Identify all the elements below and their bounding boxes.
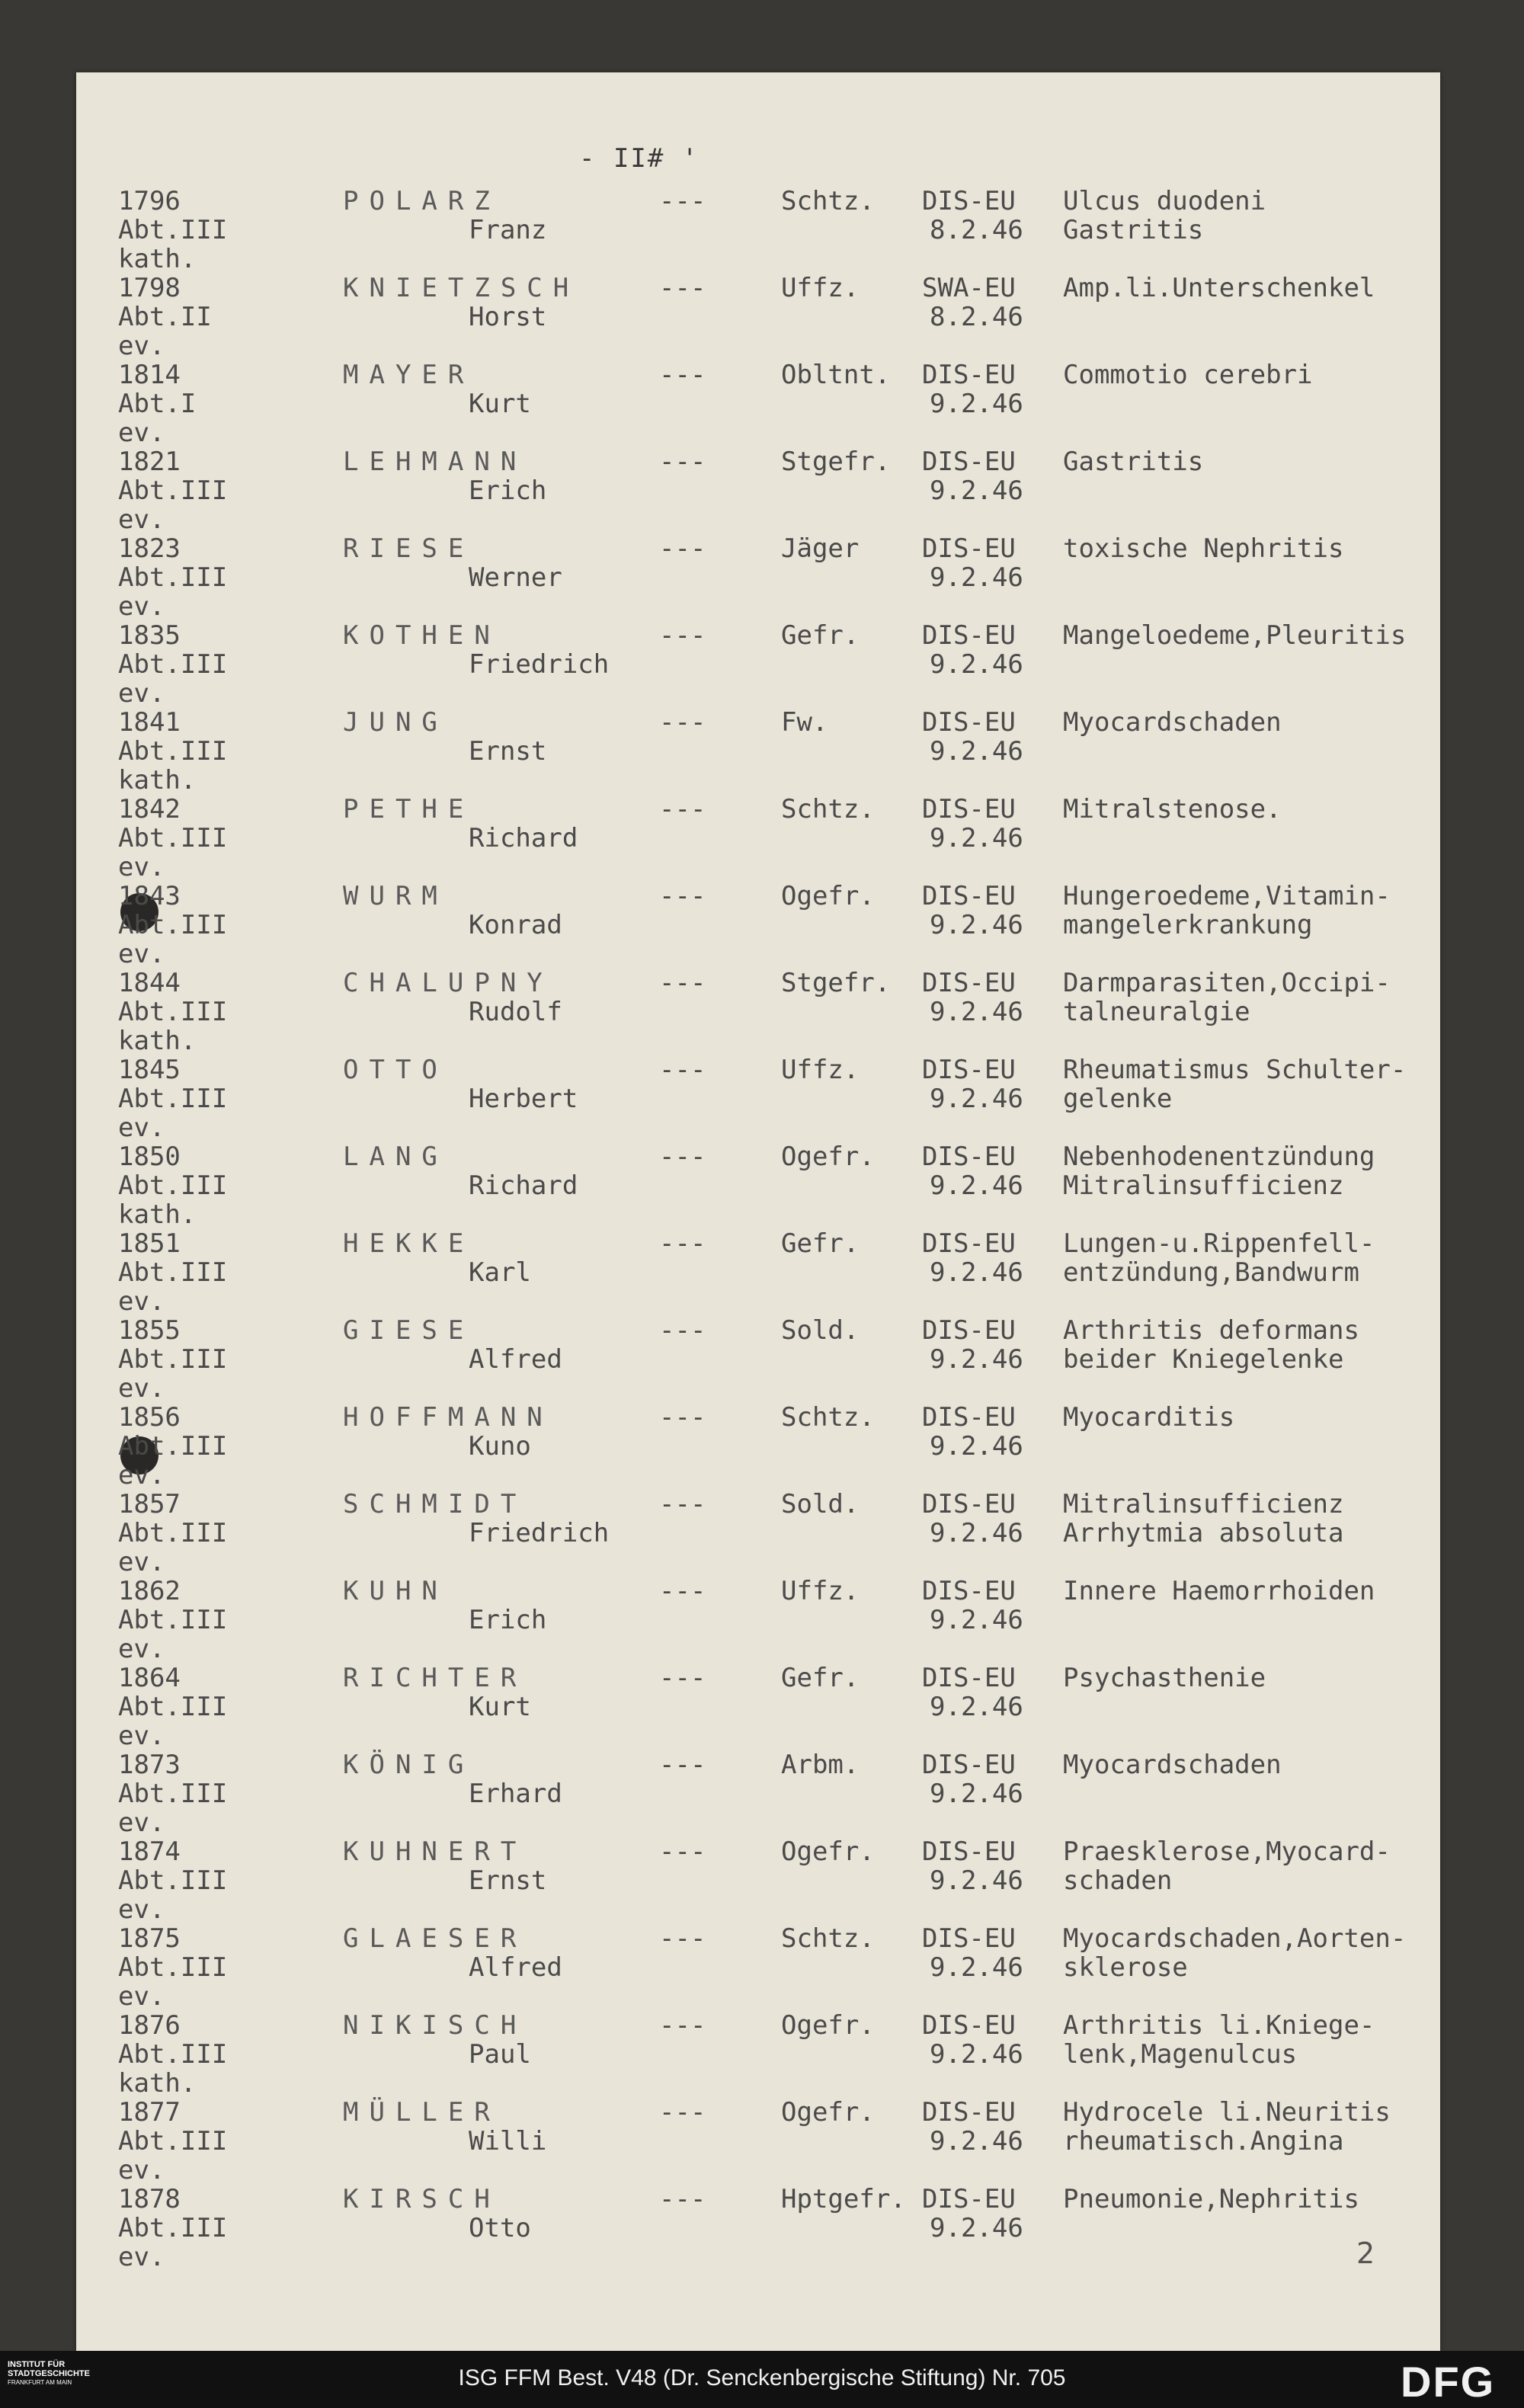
entry-rank: Hptgefr. — [781, 2184, 906, 2214]
entry-dash: --- — [659, 1663, 706, 1693]
entry-diagnosis-line1: Hungeroedeme,Vitamin- — [1063, 881, 1391, 911]
entry-first-name: Erhard — [469, 1779, 562, 1809]
entry-surname: KUHN — [343, 1576, 448, 1606]
entry-dash: --- — [659, 968, 706, 998]
entry-date: 9.2.46 — [930, 2039, 1023, 2070]
entry-disposition: DIS-EU — [922, 707, 1016, 738]
entry-date: 9.2.46 — [930, 2126, 1023, 2157]
entry-number: 1862 — [118, 1576, 181, 1606]
entry-diagnosis-line2: mangelerkrankung — [1063, 910, 1313, 940]
entry-surname: OTTO — [343, 1055, 448, 1085]
entry-dash: --- — [659, 2010, 706, 2041]
entry-diagnosis-line1: Mitralinsufficienz — [1063, 1489, 1344, 1519]
entry-department: Abt.III — [118, 2213, 228, 2243]
entry-religion: ev. — [118, 1286, 165, 1317]
entry-row — [0, 882, 1524, 969]
entry-religion: ev. — [118, 852, 165, 882]
entry-surname: POLARZ — [343, 186, 501, 216]
entry-department: Abt.III — [118, 910, 228, 940]
entry-dash: --- — [659, 1576, 706, 1606]
entry-dash: --- — [659, 1489, 706, 1519]
entry-diagnosis-line1: Innere Haemorrhoiden — [1063, 1576, 1375, 1606]
entry-row — [0, 1664, 1524, 1750]
entry-dash: --- — [659, 360, 706, 390]
entry-rank: Schtz. — [781, 1402, 875, 1433]
entry-first-name: Friedrich — [469, 649, 610, 680]
entry-number: 1856 — [118, 1402, 181, 1433]
entry-diagnosis-line1: toxische Nephritis — [1063, 533, 1344, 564]
entry-rank: Sold. — [781, 1315, 860, 1346]
entry-first-name: Alfred — [469, 1344, 562, 1375]
entry-number: 1798 — [118, 273, 181, 303]
entry-first-name: Herbert — [469, 1084, 578, 1114]
entry-first-name: Werner — [469, 562, 562, 593]
entry-department: Abt.III — [118, 1865, 228, 1896]
entry-surname: NIKISCH — [343, 2010, 527, 2041]
entry-number: 1877 — [118, 2097, 181, 2128]
entry-dash: --- — [659, 1402, 706, 1433]
entry-rank: Arbm. — [781, 1750, 860, 1780]
entry-department: Abt.III — [118, 997, 228, 1027]
entry-first-name: Otto — [469, 2213, 531, 2243]
entry-dash: --- — [659, 1836, 706, 1867]
entry-diagnosis-line2: entzündung,Bandwurm — [1063, 1257, 1359, 1288]
entry-row — [0, 1490, 1524, 1577]
entry-diagnosis-line1: Amp.li.Unterschenkel — [1063, 273, 1375, 303]
entry-diagnosis-line2: Gastritis — [1063, 215, 1204, 245]
entry-disposition: DIS-EU — [922, 1489, 1016, 1519]
entry-dash: --- — [659, 620, 706, 651]
entry-number: 1850 — [118, 1142, 181, 1172]
entry-department: Abt.III — [118, 736, 228, 767]
entry-diagnosis-line1: Mangeloedeme,Pleuritis — [1063, 620, 1407, 651]
entry-department: Abt.III — [118, 1344, 228, 1375]
entry-department: Abt.III — [118, 1431, 228, 1462]
entry-first-name: Richard — [469, 823, 578, 853]
entry-date: 9.2.46 — [930, 1170, 1023, 1201]
entry-number: 1821 — [118, 447, 181, 477]
entry-rank: Gefr. — [781, 1663, 860, 1693]
entry-dash: --- — [659, 707, 706, 738]
entry-number: 1814 — [118, 360, 181, 390]
entry-surname: KOTHEN — [343, 620, 501, 651]
entry-religion: ev. — [118, 678, 165, 709]
entry-date: 9.2.46 — [930, 736, 1023, 767]
entry-rank: Uffz. — [781, 273, 860, 303]
entry-disposition: DIS-EU — [922, 1228, 1016, 1259]
entry-date: 9.2.46 — [930, 389, 1023, 419]
entry-number: 1875 — [118, 1923, 181, 1954]
entry-surname: LEHMANN — [343, 447, 527, 477]
entry-rank: Schtz. — [781, 794, 875, 825]
entry-first-name: Richard — [469, 1170, 578, 1201]
entry-diagnosis-line2: gelenke — [1063, 1084, 1173, 1114]
page-header: - II# ' — [579, 143, 700, 174]
entry-date: 9.2.46 — [930, 823, 1023, 853]
entry-diagnosis-line1: Psychasthenie — [1063, 1663, 1266, 1693]
entry-dash: --- — [659, 794, 706, 825]
entry-religion: ev. — [118, 1547, 165, 1577]
entry-disposition: DIS-EU — [922, 1923, 1016, 1954]
entry-religion: ev. — [118, 2155, 165, 2185]
entry-first-name: Rudolf — [469, 997, 562, 1027]
entry-religion: ev. — [118, 939, 165, 969]
entry-number: 1873 — [118, 1750, 181, 1780]
entry-number: 1857 — [118, 1489, 181, 1519]
entry-disposition: DIS-EU — [922, 968, 1016, 998]
entry-diagnosis-line1: Nebenhodenentzündung — [1063, 1142, 1375, 1172]
entry-dash: --- — [659, 273, 706, 303]
entry-row — [0, 534, 1524, 621]
entry-row — [0, 621, 1524, 708]
entry-number: 1796 — [118, 186, 181, 216]
entry-surname: KUHNERT — [343, 1836, 527, 1867]
entry-number: 1876 — [118, 2010, 181, 2041]
entry-diagnosis-line1: Myocardschaden — [1063, 707, 1282, 738]
entry-disposition: DIS-EU — [922, 620, 1016, 651]
entry-surname: HEKKE — [343, 1228, 475, 1259]
entry-disposition: DIS-EU — [922, 2184, 1016, 2214]
entry-rank: Ogefr. — [781, 2097, 875, 2128]
entry-disposition: DIS-EU — [922, 1315, 1016, 1346]
entry-diagnosis-line2: sklerose — [1063, 1952, 1188, 1983]
entry-diagnosis-line1: Praesklerose,Myocard- — [1063, 1836, 1391, 1867]
entry-religion: kath. — [118, 2068, 197, 2099]
entry-disposition: DIS-EU — [922, 2097, 1016, 2128]
entry-rank: Obltnt. — [781, 360, 891, 390]
entry-dash: --- — [659, 1923, 706, 1954]
entry-number: 1843 — [118, 881, 181, 911]
entry-diagnosis-line1: Myocardschaden — [1063, 1750, 1282, 1780]
entry-disposition: DIS-EU — [922, 186, 1016, 216]
entry-dash: --- — [659, 1055, 706, 1085]
entry-department: Abt.III — [118, 1518, 228, 1548]
entry-number: 1841 — [118, 707, 181, 738]
entry-department: Abt.III — [118, 476, 228, 506]
entry-department: Abt.III — [118, 823, 228, 853]
entry-surname: SCHMIDT — [343, 1489, 527, 1519]
entry-department: Abt.III — [118, 2039, 228, 2070]
entry-religion: ev. — [118, 1113, 165, 1143]
entry-religion: kath. — [118, 1199, 197, 1230]
entry-disposition: DIS-EU — [922, 360, 1016, 390]
page-number-mark: 2 — [1356, 2237, 1375, 2270]
entry-row — [0, 447, 1524, 534]
entry-row — [0, 2185, 1524, 2272]
entry-diagnosis-line1: Pneumonie,Nephritis — [1063, 2184, 1359, 2214]
entry-dash: --- — [659, 2184, 706, 2214]
entry-surname: RIESE — [343, 533, 475, 564]
entry-religion: ev. — [118, 1634, 165, 1664]
entry-dash: --- — [659, 1315, 706, 1346]
entry-rank: Jäger — [781, 533, 860, 564]
entry-disposition: DIS-EU — [922, 2010, 1016, 2041]
entry-rank: Fw. — [781, 707, 828, 738]
entry-surname: HOFFMANN — [343, 1402, 553, 1433]
entry-department: Abt.III — [118, 562, 228, 593]
entry-rank: Schtz. — [781, 186, 875, 216]
entry-diagnosis-line1: Darmparasiten,Occipi- — [1063, 968, 1391, 998]
entry-surname: PETHE — [343, 794, 475, 825]
entry-date: 9.2.46 — [930, 1952, 1023, 1983]
entry-department: Abt.III — [118, 1605, 228, 1635]
entry-date: 9.2.46 — [930, 1084, 1023, 1114]
entry-surname: KNIETZSCH — [343, 273, 580, 303]
entry-surname: KÖNIG — [343, 1750, 475, 1780]
entry-date: 9.2.46 — [930, 649, 1023, 680]
entry-religion: ev. — [118, 1460, 165, 1491]
entry-disposition: DIS-EU — [922, 1576, 1016, 1606]
entry-department: Abt.III — [118, 1692, 228, 1722]
entry-date: 9.2.46 — [930, 910, 1023, 940]
entry-diagnosis-line2: schaden — [1063, 1865, 1173, 1896]
entry-date: 9.2.46 — [930, 476, 1023, 506]
entry-diagnosis-line2: rheumatisch.Angina — [1063, 2126, 1344, 2157]
entry-surname: RICHTER — [343, 1663, 527, 1693]
entry-row — [0, 795, 1524, 882]
entry-row — [0, 1577, 1524, 1664]
entry-disposition: DIS-EU — [922, 533, 1016, 564]
entry-diagnosis-line2: Mitralinsufficienz — [1063, 1170, 1344, 1201]
entry-row — [0, 360, 1524, 447]
entry-rank: Sold. — [781, 1489, 860, 1519]
entry-department: Abt.III — [118, 1084, 228, 1114]
entry-department: Abt.III — [118, 1257, 228, 1288]
entry-first-name: Horst — [469, 302, 547, 332]
entry-first-name: Willi — [469, 2126, 547, 2157]
entry-religion: ev. — [118, 1373, 165, 1404]
entry-diagnosis-line1: Commotio cerebri — [1063, 360, 1313, 390]
entry-diagnosis-line2: lenk,Magenulcus — [1063, 2039, 1298, 2070]
entry-dash: --- — [659, 533, 706, 564]
entry-department: Abt.II — [118, 302, 212, 332]
entry-disposition: DIS-EU — [922, 881, 1016, 911]
entry-disposition: DIS-EU — [922, 1402, 1016, 1433]
entry-surname: MAYER — [343, 360, 475, 390]
entry-department: Abt.III — [118, 2126, 228, 2157]
entry-surname: CHALUPNY — [343, 968, 553, 998]
entry-row — [0, 969, 1524, 1055]
entry-religion: kath. — [118, 765, 197, 796]
entry-rank: Gefr. — [781, 620, 860, 651]
entry-rank: Stgefr. — [781, 968, 891, 998]
entry-number: 1855 — [118, 1315, 181, 1346]
entry-rank: Schtz. — [781, 1923, 875, 1954]
entry-dash: --- — [659, 881, 706, 911]
entry-date: 9.2.46 — [930, 1344, 1023, 1375]
entry-surname: JUNG — [343, 707, 448, 738]
entry-religion: ev. — [118, 1721, 165, 1751]
entry-number: 1874 — [118, 1836, 181, 1867]
entry-disposition: DIS-EU — [922, 794, 1016, 825]
entry-surname: LANG — [343, 1142, 448, 1172]
entry-religion: ev. — [118, 1894, 165, 1925]
entry-diagnosis-line1: Arthritis li.Kniege- — [1063, 2010, 1375, 2041]
entry-first-name: Erich — [469, 476, 547, 506]
entry-diagnosis-line1: Myocarditis — [1063, 1402, 1235, 1433]
entry-date: 9.2.46 — [930, 1605, 1023, 1635]
entry-surname: MÜLLER — [343, 2097, 501, 2128]
archive-caption: ISG FFM Best. V48 (Dr. Senckenbergische Stiftung) Nr. 705 — [458, 2365, 1066, 2390]
entry-dash: --- — [659, 447, 706, 477]
entry-row — [0, 187, 1524, 274]
entry-number: 1823 — [118, 533, 181, 564]
entry-rank: Ogefr. — [781, 2010, 875, 2041]
entry-first-name: Kurt — [469, 1692, 531, 1722]
entry-religion: ev. — [118, 1808, 165, 1838]
entry-diagnosis-line1: Mitralstenose. — [1063, 794, 1282, 825]
entry-date: 9.2.46 — [930, 1518, 1023, 1548]
entry-diagnosis-line2: beider Kniegelenke — [1063, 1344, 1344, 1375]
entry-department: Abt.III — [118, 1952, 228, 1983]
entry-row — [0, 1837, 1524, 1924]
entry-first-name: Konrad — [469, 910, 562, 940]
entry-number: 1842 — [118, 794, 181, 825]
entry-date: 8.2.46 — [930, 215, 1023, 245]
entry-date: 9.2.46 — [930, 1692, 1023, 1722]
entry-date: 9.2.46 — [930, 1779, 1023, 1809]
dfg-logo: DFG — [1401, 2358, 1496, 2406]
entry-dash: --- — [659, 2097, 706, 2128]
entry-dash: --- — [659, 186, 706, 216]
entry-diagnosis-line1: Lungen-u.Rippenfell- — [1063, 1228, 1375, 1259]
entry-disposition: DIS-EU — [922, 1663, 1016, 1693]
entry-first-name: Kurt — [469, 389, 531, 419]
entry-first-name: Alfred — [469, 1952, 562, 1983]
entry-diagnosis-line1: Myocardschaden,Aorten- — [1063, 1923, 1407, 1954]
entry-diagnosis-line2: talneuralgie — [1063, 997, 1250, 1027]
entry-religion: ev. — [118, 331, 165, 361]
entry-religion: ev. — [118, 591, 165, 622]
entry-diagnosis-line1: Arthritis deformans — [1063, 1315, 1359, 1346]
entry-row — [0, 274, 1524, 360]
entry-rank: Gefr. — [781, 1228, 860, 1259]
entry-rank: Uffz. — [781, 1576, 860, 1606]
entry-date: 9.2.46 — [930, 1431, 1023, 1462]
entry-date: 9.2.46 — [930, 1257, 1023, 1288]
entry-diagnosis-line1: Ulcus duodeni — [1063, 186, 1266, 216]
entry-row — [0, 1142, 1524, 1229]
entry-date: 9.2.46 — [930, 997, 1023, 1027]
entry-department: Abt.III — [118, 1779, 228, 1809]
entry-disposition: SWA-EU — [922, 273, 1016, 303]
entry-first-name: Franz — [469, 215, 547, 245]
entry-rank: Uffz. — [781, 1055, 860, 1085]
entry-diagnosis-line1: Gastritis — [1063, 447, 1204, 477]
entry-number: 1878 — [118, 2184, 181, 2214]
entry-diagnosis-line1: Hydrocele li.Neuritis — [1063, 2097, 1391, 2128]
entry-row — [0, 2098, 1524, 2185]
entry-disposition: DIS-EU — [922, 1750, 1016, 1780]
entry-department: Abt.I — [118, 389, 197, 419]
institute-logo: INSTITUT FÜR STADTGESCHICHTE FRANKFURT AM MAIN — [8, 2360, 90, 2386]
entry-dash: --- — [659, 1142, 706, 1172]
entry-first-name: Kuno — [469, 1431, 531, 1462]
entry-row — [0, 1924, 1524, 2011]
entry-surname: GLAESER — [343, 1923, 527, 1954]
entry-number: 1844 — [118, 968, 181, 998]
entry-first-name: Friedrich — [469, 1518, 610, 1548]
entry-religion: ev. — [118, 1981, 165, 2012]
entry-row — [0, 1403, 1524, 1490]
entry-disposition: DIS-EU — [922, 1055, 1016, 1085]
entry-date: 9.2.46 — [930, 1865, 1023, 1896]
entry-rank: Ogefr. — [781, 881, 875, 911]
entry-religion: ev. — [118, 418, 165, 448]
entry-row — [0, 1229, 1524, 1316]
entry-row — [0, 1055, 1524, 1142]
entry-diagnosis-line1: Rheumatismus Schulter- — [1063, 1055, 1407, 1085]
entry-row — [0, 1750, 1524, 1837]
entry-rank: Ogefr. — [781, 1142, 875, 1172]
entry-religion: ev. — [118, 2242, 165, 2272]
entry-diagnosis-line2: Arrhytmia absoluta — [1063, 1518, 1344, 1548]
entry-row — [0, 708, 1524, 795]
entry-rank: Ogefr. — [781, 1836, 875, 1867]
entry-rank: Stgefr. — [781, 447, 891, 477]
entry-first-name: Ernst — [469, 736, 547, 767]
entry-number: 1835 — [118, 620, 181, 651]
entry-dash: --- — [659, 1750, 706, 1780]
entry-department: Abt.III — [118, 649, 228, 680]
entry-first-name: Paul — [469, 2039, 531, 2070]
entry-surname: KIRSCH — [343, 2184, 501, 2214]
entry-surname: WURM — [343, 881, 448, 911]
entry-number: 1851 — [118, 1228, 181, 1259]
entry-first-name: Erich — [469, 1605, 547, 1635]
entry-number: 1845 — [118, 1055, 181, 1085]
entry-disposition: DIS-EU — [922, 1836, 1016, 1867]
entry-number: 1864 — [118, 1663, 181, 1693]
entry-department: Abt.III — [118, 1170, 228, 1201]
entry-dash: --- — [659, 1228, 706, 1259]
entry-row — [0, 2011, 1524, 2098]
entry-religion: ev. — [118, 504, 165, 535]
entry-department: Abt.III — [118, 215, 228, 245]
entry-religion: kath. — [118, 244, 197, 274]
entry-first-name: Karl — [469, 1257, 531, 1288]
entry-religion: kath. — [118, 1026, 197, 1056]
entry-surname: GIESE — [343, 1315, 475, 1346]
entry-date: 8.2.46 — [930, 302, 1023, 332]
entry-date: 9.2.46 — [930, 2213, 1023, 2243]
entry-row — [0, 1316, 1524, 1403]
entry-disposition: DIS-EU — [922, 1142, 1016, 1172]
entry-disposition: DIS-EU — [922, 447, 1016, 477]
entry-date: 9.2.46 — [930, 562, 1023, 593]
entry-first-name: Ernst — [469, 1865, 547, 1896]
